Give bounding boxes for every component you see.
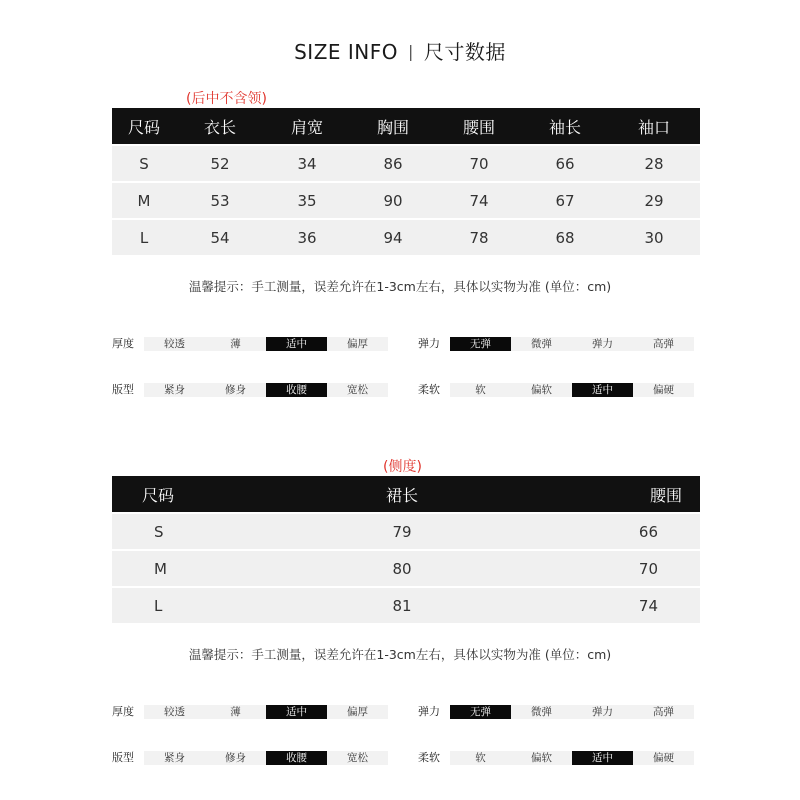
feature-option: 宽松 bbox=[347, 752, 368, 764]
feature-option: 较透 bbox=[164, 338, 185, 350]
table-cell: L bbox=[112, 219, 176, 255]
feature-option: 高弹 bbox=[653, 338, 674, 350]
feature-option: 微弹 bbox=[531, 338, 552, 350]
feature-option: 较透 bbox=[164, 706, 185, 718]
table-row bbox=[112, 513, 700, 550]
table-row bbox=[112, 182, 700, 219]
column-header: 尺码 bbox=[112, 108, 176, 145]
table-cell: 54 bbox=[176, 219, 264, 255]
feature-options bbox=[450, 751, 694, 765]
feature-options bbox=[144, 705, 388, 719]
feature-scale bbox=[418, 705, 694, 719]
feature-scale bbox=[418, 751, 694, 765]
table-cell: L bbox=[112, 587, 208, 623]
column-header: 裙长 bbox=[208, 476, 596, 513]
bottom-table-note: (侧度) bbox=[383, 459, 422, 475]
table-row bbox=[112, 145, 700, 182]
feature-option: 修身 bbox=[225, 384, 246, 396]
column-header: 袖长 bbox=[522, 108, 608, 145]
table-cell: 90 bbox=[350, 182, 436, 219]
feature-option: 薄 bbox=[230, 338, 241, 350]
feature-label: 厚度 bbox=[112, 705, 134, 718]
feature-option: 修身 bbox=[225, 752, 246, 764]
feature-options bbox=[450, 383, 694, 397]
title-zh: 尺寸数据 bbox=[423, 40, 506, 64]
table-cell: M bbox=[112, 550, 208, 587]
table-cell: 34 bbox=[264, 145, 350, 182]
feature-option: 偏硬 bbox=[653, 752, 674, 764]
feature-scale bbox=[112, 751, 388, 765]
table-cell: 30 bbox=[608, 219, 700, 255]
feature-options bbox=[144, 337, 388, 351]
measurement-tip: 温馨提示：手工测量，误差允许在1-3cm左右，具体以实物为准 (单位：cm) bbox=[188, 279, 612, 294]
measurement-tip: 温馨提示：手工测量，误差允许在1-3cm左右，具体以实物为准 (单位：cm) bbox=[188, 647, 612, 662]
feature-options bbox=[144, 383, 388, 397]
feature-label: 柔软 bbox=[418, 383, 440, 396]
title-separator: | bbox=[408, 42, 414, 61]
feature-option: 弹力 bbox=[592, 706, 613, 718]
feature-label: 弹力 bbox=[418, 705, 440, 718]
table-cell: 66 bbox=[596, 513, 700, 550]
table-header-row bbox=[112, 476, 700, 513]
top-table-note: (后中不含领) bbox=[186, 91, 267, 107]
table-header-row bbox=[112, 108, 700, 145]
table-cell: 29 bbox=[608, 182, 700, 219]
table-cell: 79 bbox=[208, 513, 596, 550]
feature-label: 柔软 bbox=[418, 751, 440, 764]
table-cell: 28 bbox=[608, 145, 700, 182]
table-cell: 36 bbox=[264, 219, 350, 255]
table-cell: 94 bbox=[350, 219, 436, 255]
bottom-size-table bbox=[112, 476, 700, 623]
feature-option-selected: 适中 bbox=[266, 705, 327, 719]
feature-option-selected: 收腰 bbox=[266, 383, 327, 397]
table-cell: M bbox=[112, 182, 176, 219]
table-cell: 67 bbox=[522, 182, 608, 219]
table-cell: S bbox=[112, 513, 208, 550]
feature-option: 偏软 bbox=[531, 384, 552, 396]
table-cell: 78 bbox=[436, 219, 522, 255]
feature-option-selected: 无弹 bbox=[450, 705, 511, 719]
feature-scale bbox=[418, 337, 694, 351]
feature-options bbox=[144, 751, 388, 765]
table-row bbox=[112, 219, 700, 255]
feature-option: 宽松 bbox=[347, 384, 368, 396]
feature-option: 紧身 bbox=[164, 752, 185, 764]
feature-option-selected: 适中 bbox=[572, 751, 633, 765]
feature-option-selected: 收腰 bbox=[266, 751, 327, 765]
table-cell: 53 bbox=[176, 182, 264, 219]
feature-option: 偏厚 bbox=[347, 706, 368, 718]
column-header: 肩宽 bbox=[264, 108, 350, 145]
feature-option: 薄 bbox=[230, 706, 241, 718]
table-cell: 86 bbox=[350, 145, 436, 182]
feature-label: 版型 bbox=[112, 751, 134, 764]
feature-option: 偏软 bbox=[531, 752, 552, 764]
table-cell: 70 bbox=[596, 550, 700, 587]
feature-option: 弹力 bbox=[592, 338, 613, 350]
feature-scale bbox=[112, 705, 388, 719]
column-header: 腰围 bbox=[596, 476, 700, 513]
table-cell: 68 bbox=[522, 219, 608, 255]
table-cell: 80 bbox=[208, 550, 596, 587]
table-cell: 74 bbox=[436, 182, 522, 219]
table-cell: 81 bbox=[208, 587, 596, 623]
table-cell: S bbox=[112, 145, 176, 182]
feature-label: 版型 bbox=[112, 383, 134, 396]
feature-option: 软 bbox=[475, 752, 486, 764]
table-cell: 66 bbox=[522, 145, 608, 182]
table-cell: 52 bbox=[176, 145, 264, 182]
column-header: 袖口 bbox=[608, 108, 700, 145]
table-row bbox=[112, 550, 700, 587]
feature-option-selected: 无弹 bbox=[450, 337, 511, 351]
table-cell: 74 bbox=[596, 587, 700, 623]
feature-option-selected: 适中 bbox=[572, 383, 633, 397]
top-size-table bbox=[112, 108, 700, 255]
feature-option: 偏厚 bbox=[347, 338, 368, 350]
column-header: 胸围 bbox=[350, 108, 436, 145]
feature-options bbox=[450, 337, 694, 351]
feature-options bbox=[450, 705, 694, 719]
table-row bbox=[112, 587, 700, 623]
feature-scale bbox=[418, 383, 694, 397]
table-cell: 70 bbox=[436, 145, 522, 182]
table-cell: 35 bbox=[264, 182, 350, 219]
feature-label: 弹力 bbox=[418, 337, 440, 350]
feature-option: 微弹 bbox=[531, 706, 552, 718]
feature-scale bbox=[112, 337, 388, 351]
feature-scale bbox=[112, 383, 388, 397]
feature-option: 偏硬 bbox=[653, 384, 674, 396]
feature-option: 软 bbox=[475, 384, 486, 396]
feature-option: 紧身 bbox=[164, 384, 185, 396]
feature-label: 厚度 bbox=[112, 337, 134, 350]
feature-option-selected: 适中 bbox=[266, 337, 327, 351]
column-header: 腰围 bbox=[436, 108, 522, 145]
page-title bbox=[0, 36, 800, 65]
column-header: 衣长 bbox=[176, 108, 264, 145]
title-en: SIZE INFO bbox=[294, 40, 398, 64]
column-header: 尺码 bbox=[112, 476, 208, 513]
feature-option: 高弹 bbox=[653, 706, 674, 718]
